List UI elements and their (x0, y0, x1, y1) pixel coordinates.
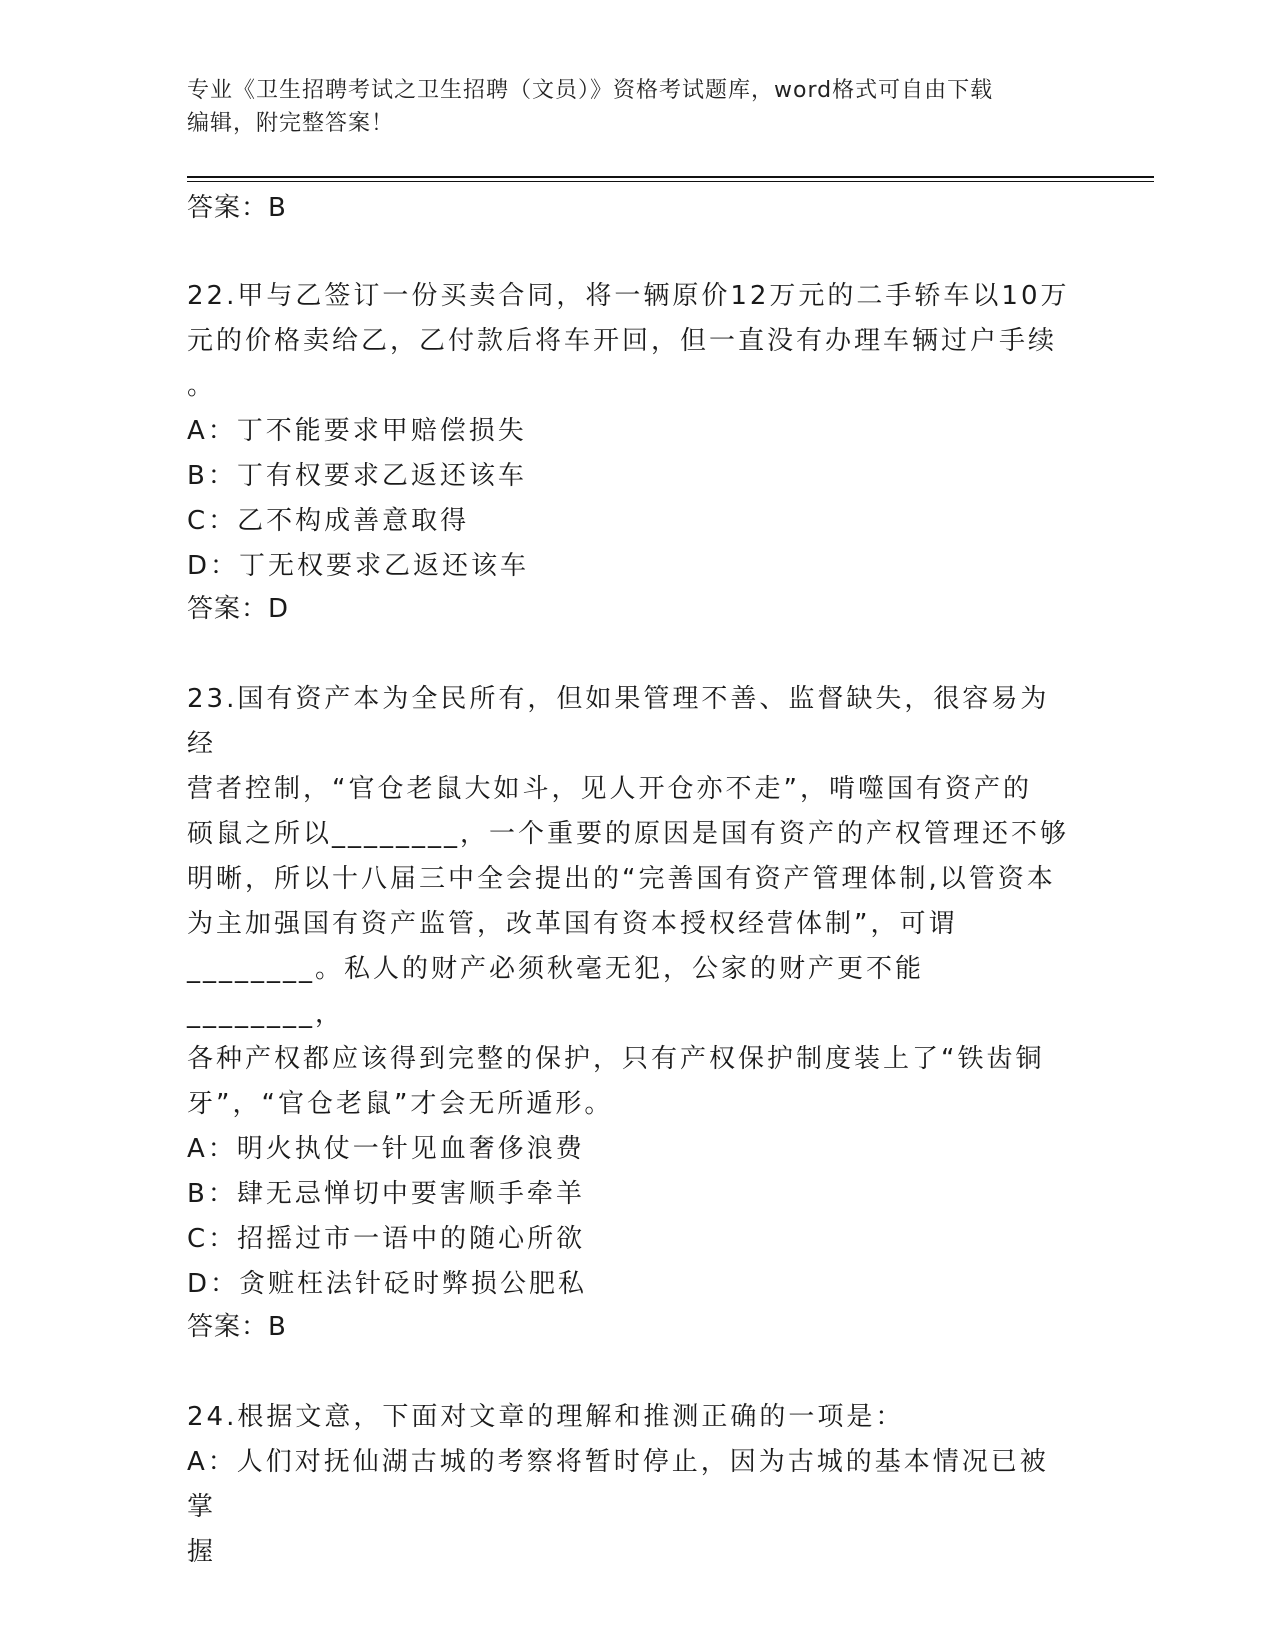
question-23-line-6: ________。私人的财产必须秋毫无犯，公家的财产更不能________， (187, 954, 925, 1029)
answer-23: 答案：B (187, 1312, 287, 1342)
question-23-option-b: B：肆无忌惮切中要害顺手牵羊 (187, 1179, 585, 1209)
spacer (187, 1347, 1077, 1395)
question-23 (187, 677, 1077, 1347)
question-22-line-1: 22.甲与乙签订一份买卖合同，将一辆原价12万元的二手轿车以10万 (187, 281, 1070, 311)
question-22-option-b: B：丁有权要求乙返还该车 (187, 461, 527, 491)
question-22-option-d: D：丁无权要求乙返还该车 (187, 551, 530, 581)
question-23-line-4: 明晰，所以十八届三中全会提出的“完善国有资产管理体制,以管资本 (187, 864, 1056, 894)
question-23-line-8: 牙”，“官仓老鼠”才会无所遁形。 (187, 1089, 614, 1119)
header-line-1: 专业《卫生招聘考试之卫生招聘（文员）》资格考试题库，word格式可自由下载 (187, 78, 994, 103)
document-header (187, 74, 1087, 140)
question-23-line-5: 为主加强国有资产监管，改革国有资本授权经营体制”，可谓 (187, 909, 958, 939)
answer-21: 答案：B (187, 193, 287, 223)
question-22-option-a: A：丁不能要求甲赔偿损失 (187, 416, 527, 446)
header-rule-thick (187, 176, 1154, 178)
question-24-option-a-line-1: A：人们对抚仙湖古城的考察将暂时停止，因为古城的基本情况已被掌 (187, 1447, 1049, 1522)
question-23-option-c: C：招摇过市一语中的随心所欲 (187, 1224, 586, 1254)
question-22-option-c: C：乙不构成善意取得 (187, 506, 470, 536)
question-24-option-a-line-2: 握 (187, 1537, 217, 1567)
question-22-line-2: 元的价格卖给乙，乙付款后将车开回，但一直没有办理车辆过户手续 (187, 326, 1058, 356)
header-rule-thin (187, 181, 1154, 182)
header-line-2: 编辑，附完整答案！ (187, 111, 395, 136)
question-24 (187, 1395, 1077, 1575)
question-23-line-3: 硕鼠之所以________，一个重要的原因是国有资产的产权管理还不够 (187, 819, 1070, 849)
question-23-line-2: 营者控制，“官仓老鼠大如斗，见人开仓亦不走”，啃噬国有资产的 (187, 774, 1032, 804)
question-23-option-d: D：贪赃枉法针砭时弊损公肥私 (187, 1269, 588, 1299)
question-22-line-3: 。 (187, 371, 217, 401)
question-22 (187, 274, 1077, 629)
question-23-line-1: 23.国有资产本为全民所有，但如果管理不善、监督缺失，很容易为经 (187, 684, 1050, 759)
question-23-option-a: A：明火执仗一针见血奢侈浪费 (187, 1134, 585, 1164)
question-content (187, 188, 1077, 1575)
question-23-line-7: 各种产权都应该得到完整的保护，只有产权保护制度装上了“铁齿铜 (187, 1044, 1045, 1074)
question-24-line-1: 24.根据文意，下面对文章的理解和推测正确的一项是： (187, 1402, 905, 1432)
answer-22: 答案：D (187, 594, 290, 624)
spacer (187, 629, 1077, 677)
